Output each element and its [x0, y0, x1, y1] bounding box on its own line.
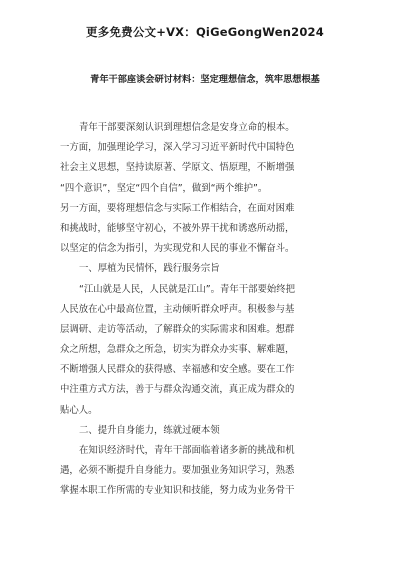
body-line: 遇，必须不断提升自身能力。要加强业务知识学习，熟悉	[60, 465, 295, 477]
body-line: 众之所想，急群众之所急，切实为群众办实事、解难题，	[60, 344, 295, 356]
body-line: 另一方面，要将理想信念与实际工作相结合，在面对困难	[60, 202, 295, 214]
body-line: 一方面，加强理论学习，深入学习习近平新时代中国特色	[60, 142, 295, 154]
body-line: 贴心人。	[60, 404, 98, 416]
document-title: 青年干部座谈会研讨材料：坚定理想信念，筑牢思想根基	[90, 74, 320, 85]
body-line: 不断增强人民群众的获得感、幸福感和安全感。要在工作	[60, 364, 295, 376]
body-line: 掌握本职工作所需的专业知识和技能，努力成为业务骨干	[60, 485, 295, 497]
body-line: “江山就是人民，人民就是江山”。青年干部要始终把	[79, 283, 295, 295]
body-line: 中注重方式方法，善于与群众沟通交流，真正成为群众的	[60, 384, 295, 396]
body-line: 和挑战时，能够坚守初心，不被外界干扰和诱惑所动摇，	[60, 222, 295, 234]
body-line: 以坚定的信念为指引，为实现党和人民的事业不懈奋斗。	[60, 243, 295, 255]
body-line: 在知识经济时代，青年干部面临着诸多新的挑战和机	[79, 445, 295, 456]
body-line: 层调研、走访等活动，了解群众的实际需求和困难。想群	[60, 323, 295, 335]
body-line: 青年干部要深刻认识到理想信念是安身立命的根本。	[79, 122, 295, 133]
section-heading: 二、提升自身能力，练就过硬本领	[79, 424, 220, 436]
body-line: 社会主义思想，坚持读原著、学原文、悟原理，不断增强	[60, 162, 295, 174]
section-heading: 一、厚植为民情怀，践行服务宗旨	[79, 263, 220, 275]
watermark-header: 更多免费公文+VX：QiGeGongWen2024	[86, 25, 324, 39]
document-body	[60, 118, 360, 502]
body-line: “四个意识”，坚定“四个自信”，做到“两个维护”。	[60, 182, 268, 194]
body-line: 人民放在心中最高位置，主动倾听群众呼声。积极参与基	[60, 303, 295, 315]
